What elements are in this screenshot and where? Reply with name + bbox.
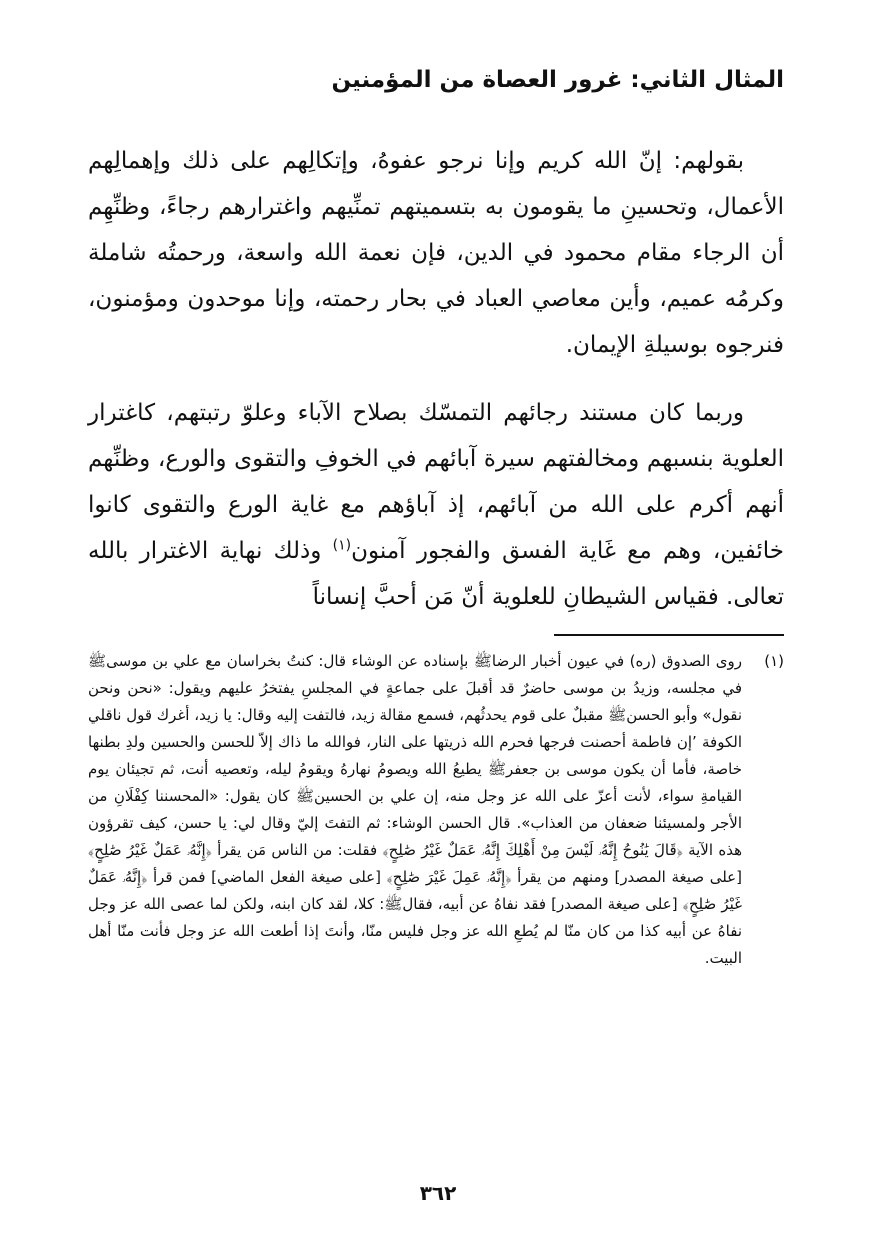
footnote-separator bbox=[554, 634, 784, 636]
paragraph-2-text-before: وربما كان مستند رجائهم التمسّك بصلاح الآباء وعلوّ رتبتهم، كاغترار العلوية بنسبهم ومخالفتهم سيرة آبائهم في الخوفِ والتقوى والورع، وظنِّهم أنهم أكرم على الله من آبائهم، إذ آباؤهم مع غاية الورع والتقوى كانوا خائفين، وهم مع غَاية الفسق والفجور آمنون bbox=[88, 400, 784, 564]
paragraph-2-text-after: وذلك نهاية الاغترار بالله تعالى. فقياس الشيطانِ للعلوية أنّ مَن أحبَّ إنساناً bbox=[88, 538, 784, 610]
footnote-reference[interactable]: (١) bbox=[332, 537, 352, 554]
footnote-number: (١) bbox=[764, 652, 784, 670]
section-heading: المثال الثاني: غرور العصاة من المؤمنين bbox=[331, 67, 784, 93]
footnote-text: روى الصدوق (ره) في عيون أخبار الرضاﷺ بإسناده عن الوشاء قال: كنتُ بخراسان مع علي بن موسىﷺ في مجلسه، وزيدُ بن موسى حاضرٌ قد أقبلَ على جماعةٍ في المجلسِ يفتخرُ عليهم ويقول: «نحن ونحن نقول» وأبو الحسنﷺ مقبلٌ على قوم يحدثُهم، فسمع مقالة زيد، فالتفت إليه وقال: يا زيد، أغرك قول ناقلي الكوفة ’إن فاطمة أحصنت فرجها فحرم الله ذريتها على النار، فوالله ما ذاك إلاّ للحسن والحسين ولدِ بطنها خاصة، فأما أن يكون موسى بن جعفرﷺ يطيعُ الله ويصومُ نهارهُ ويقومُ ليله، وتعصيه أنت، ثم تجيئان يوم القيامةِ سواء، لأنت أعزّ على الله عز وجل منه، إن علي بن الحسينﷺ كان يقول: «المحسننا كِفْلَانِ من الأجر ولمسيئنا ضعفان من العذاب». قال الحسن الوشاء: ثم التفتَ إليّ وقال لي: يا حسن، كيف تقرؤون هذه الآية ﴿قَالَ يَٰنُوحُ إِنَّهُۥ لَيْسَ مِنْ أَهْلِكَ إِنَّهُۥ عَمَلٌ غَيْرُ صَٰلِحٍ﴾ فقلت: من الناس مَن يقرأ ﴿إِنَّهُۥ عَمَلٌ غَيْرُ صَٰلِحٍ﴾ [على صيغة المصدر] ومنهم من يقرأ ﴿إِنَّهُۥ عَمِلَ غَيْرَ صَٰلِحٍ﴾ [على صيغة الفعل الماضي] فمن قرأ ﴿إِنَّهُۥ عَمَلٌ غَيْرُ صَٰلِحٍ﴾ [على صيغة المصدر] فقد نفاهُ عن أبيه، فقالﷺ: كلا، لقد كان ابنه، ولكن لما عصى الله عز وجل نفاهُ عن أبيه كذا من كان منّا لم يُطعِ الله عز وجل فليس منّا، وأنتَ إذا أطعت الله عز وجل فأنت منّا أهل البيت. bbox=[88, 652, 742, 967]
body-paragraph-1: بقولهم: إنّ الله كريم وإنا نرجو عفوهُ، وإتكالِهم على ذلك وإهمالِهم الأعمال، وتحسينِ ما يقومون به بتسميتهم تمنِّيهم واغترارهم رجاءً، وظنِّهِم أن الرجاء مقام محمود في الدين، فإن نعمة الله واسعة، ورحمتُه شاملة وكرمُه عميم، وأين معاصي العباد في بحار رحمته، وإنا موحدون ومؤمنون، فنرجوه بوسيلةِ الإيمان. bbox=[88, 148, 784, 358]
footnote bbox=[88, 648, 784, 972]
page-number: ٣٦٢ bbox=[419, 1181, 457, 1205]
body-paragraph-2 bbox=[88, 390, 784, 620]
